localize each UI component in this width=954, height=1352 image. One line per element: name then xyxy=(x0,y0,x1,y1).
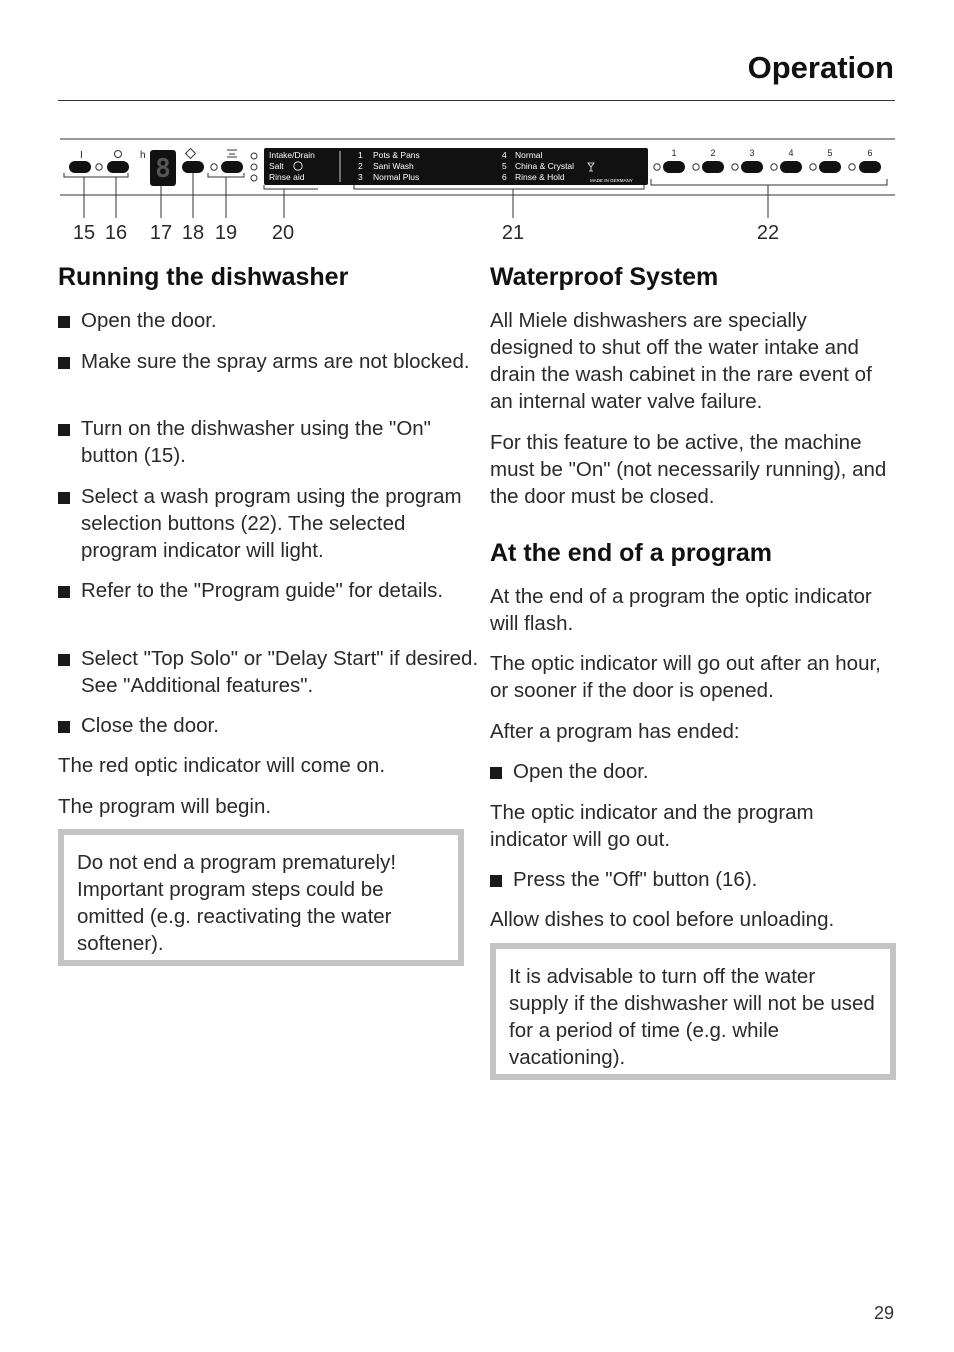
display-digit: 8 xyxy=(155,154,171,184)
bullet-item: Open the door. xyxy=(490,758,913,785)
program-number: 3 xyxy=(358,172,363,182)
paragraph: Allow dishes to cool before unloading. xyxy=(490,908,835,931)
paragraph: All Miele dishwashers are specially designed to shut off the water intake and drain the wash cabinet in the rare event of an internal water valve failure. xyxy=(490,309,872,413)
program-led xyxy=(771,164,777,170)
page-number: 29 xyxy=(873,1303,894,1323)
indicator-label: Salt xyxy=(269,161,284,171)
program-number: 1 xyxy=(358,150,363,160)
program-button xyxy=(663,161,685,173)
indicator-label: Rinse aid xyxy=(269,172,305,182)
program-led xyxy=(849,164,855,170)
program-number: 4 xyxy=(502,150,507,160)
indicator-label: Intake/Drain xyxy=(269,150,315,160)
program-led xyxy=(732,164,738,170)
topsolo-bracket xyxy=(208,173,244,177)
top-solo-icon xyxy=(227,150,237,157)
callout-number: 19 xyxy=(214,222,238,244)
info-note: It is advisable to turn off the water supply if the dishwasher will not be used for a period of time (e.g. while vacationing). xyxy=(490,943,896,1080)
salt-led xyxy=(251,164,257,170)
indicator-bracket xyxy=(264,185,318,189)
made-in-label: MADE IN GERMANY xyxy=(590,178,633,183)
paragraph: The red optic indicator will come on. xyxy=(58,754,386,777)
page-title: Operation xyxy=(747,50,894,85)
program-button-number: 1 xyxy=(671,148,677,158)
on-button xyxy=(69,161,91,173)
callout-number: 22 xyxy=(756,222,780,244)
top-solo-led xyxy=(211,164,217,170)
section-heading: Running the dishwasher xyxy=(58,263,349,291)
paragraph: The program will begin. xyxy=(58,795,272,818)
paragraph: For this feature to be active, the machine must be "On" (not necessarily running), and the door must be closed. xyxy=(490,431,887,508)
program-name: Rinse & Hold xyxy=(515,172,565,182)
bullet-item: Select a wash program using the program selection buttons (22). The selected program indicator will light. xyxy=(58,483,481,564)
program-name: Sani Wash xyxy=(373,161,414,171)
delay-start-button xyxy=(182,161,204,173)
onoff-bracket xyxy=(64,173,128,177)
warning-note: Do not end a program prematurely! Important program steps could be omitted (e.g. reactivating the water softener). xyxy=(58,829,464,966)
program-button xyxy=(780,161,802,173)
callout-number: 15 xyxy=(72,222,96,244)
bullet-item: Refer to the "Program guide" for details. xyxy=(58,577,481,604)
paragraph: After a program has ended: xyxy=(490,720,740,743)
program-led xyxy=(810,164,816,170)
hour-symbol: h xyxy=(140,150,146,161)
bullet-item: Select "Top Solo" or "Delay Start" if desired. See "Additional features". xyxy=(58,645,481,699)
section-heading: Waterproof System xyxy=(490,263,719,291)
bullet-item: Turn on the dishwasher using the "On" button (15). xyxy=(58,415,481,469)
paragraph: The optic indicator and the program indicator will go out. xyxy=(490,801,814,851)
program-button xyxy=(702,161,724,173)
program-number: 2 xyxy=(358,161,363,171)
callout-number: 20 xyxy=(271,222,295,244)
program-button-number: 2 xyxy=(710,148,716,158)
paragraph: The optic indicator will go out after an hour, or sooner if the door is opened. xyxy=(490,652,881,702)
program-strip-bracket xyxy=(354,185,644,189)
bullet-item: Close the door. xyxy=(58,712,481,739)
title-rule xyxy=(58,100,895,101)
program-button-number: 6 xyxy=(867,148,873,158)
on-symbol: I xyxy=(80,150,83,161)
bullet-item: Open the door. xyxy=(58,307,481,334)
program-name: Normal xyxy=(515,150,543,160)
program-led xyxy=(654,164,660,170)
program-name: Pots & Pans xyxy=(373,150,420,160)
on-led xyxy=(96,164,102,170)
program-name: Normal Plus xyxy=(373,172,420,182)
program-name: China & Crystal xyxy=(515,161,575,171)
program-button-number: 5 xyxy=(827,148,833,158)
program-led xyxy=(693,164,699,170)
program-button xyxy=(859,161,881,173)
program-buttons-bracket xyxy=(651,179,887,185)
bullet-item: Press the "Off" button (16). xyxy=(490,866,913,893)
program-number: 5 xyxy=(502,161,507,171)
callout-number: 16 xyxy=(104,222,128,244)
control-panel-diagram xyxy=(0,130,954,250)
callout-number: 17 xyxy=(149,222,173,244)
program-button xyxy=(741,161,763,173)
top-solo-button xyxy=(221,161,243,173)
paragraph: At the end of a program the optic indicator will flash. xyxy=(490,585,872,635)
section-heading: At the end of a program xyxy=(490,539,772,567)
delay-start-icon xyxy=(186,149,196,159)
bullet-item: Make sure the spray arms are not blocked. xyxy=(58,348,481,375)
program-number: 6 xyxy=(502,172,507,182)
program-button-number: 4 xyxy=(788,148,794,158)
intake-drain-led xyxy=(251,153,257,159)
program-button-number: 3 xyxy=(749,148,755,158)
callout-number: 21 xyxy=(501,222,525,244)
callout-number: 18 xyxy=(181,222,205,244)
off-symbol xyxy=(115,151,122,158)
program-button xyxy=(819,161,841,173)
off-button xyxy=(107,161,129,173)
rinse-aid-led xyxy=(251,175,257,181)
